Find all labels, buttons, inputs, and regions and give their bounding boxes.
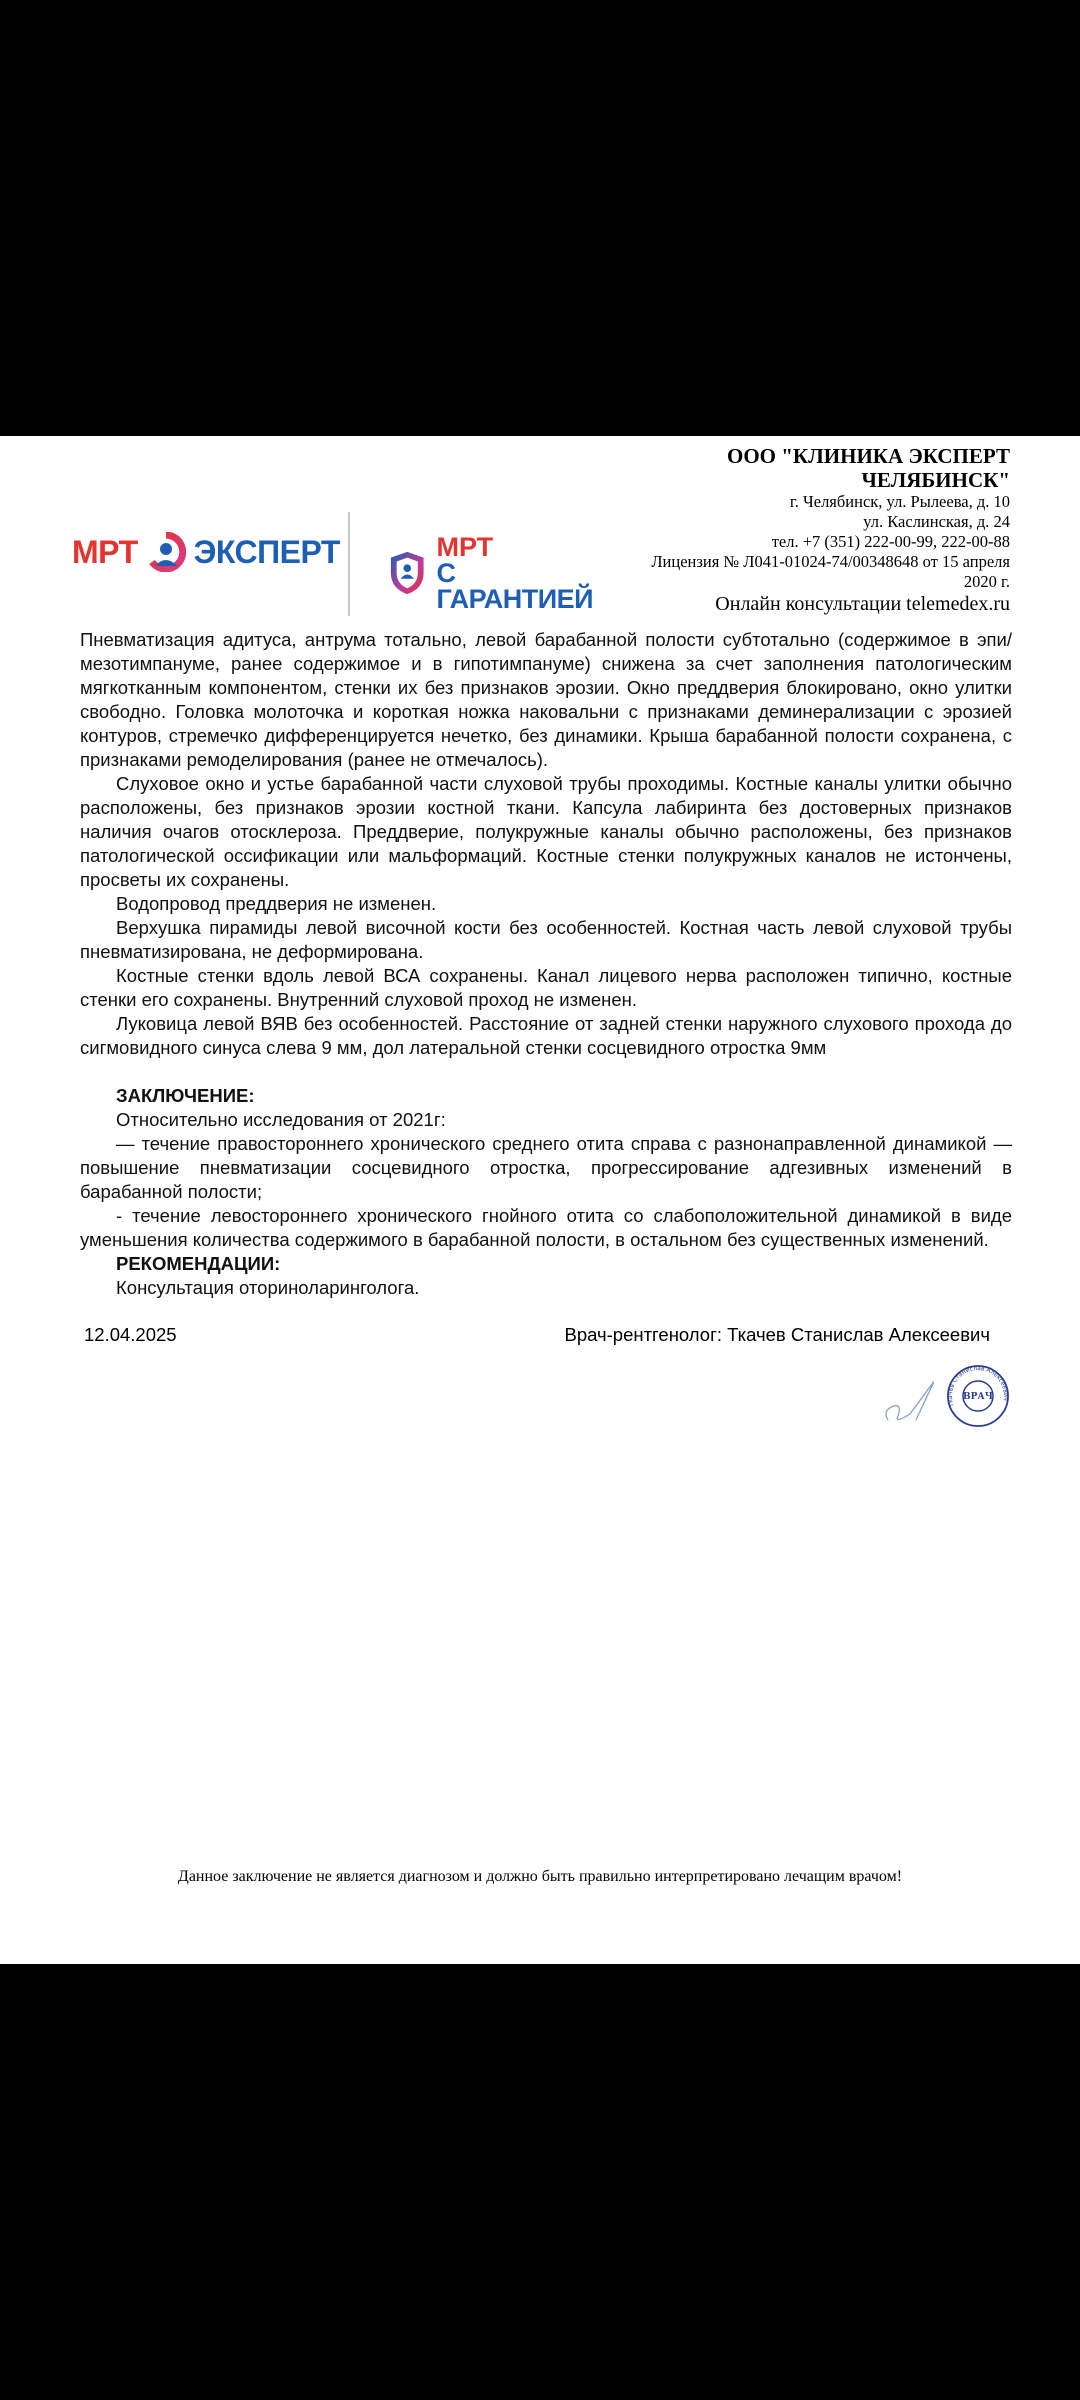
clinic-address-2: ул. Каслинская, д. 24 — [863, 512, 1010, 531]
findings-paragraph: Костные стенки вдоль левой ВСА сохранены. Канал лицевого нерва расположен типично, костные стенки его сохранены. Внутренний слуховой проход не изменен. — [80, 965, 1012, 1010]
shield-icon — [388, 549, 426, 597]
logo-guarantee-line1: МРТ — [436, 532, 494, 562]
conclusion-intro: Относительно исследования от 2021г: — [116, 1109, 446, 1130]
recommendations-text: Консультация оториноларинголога. — [116, 1277, 420, 1298]
signature-icon — [886, 1382, 934, 1420]
findings-paragraph: Слуховое окно и устье барабанной части слуховой трубы проходимы. Костные каналы улитки обычно расположены, без признаков эрозии костной ткани. Капсула лабиринта без достоверных признаков наличия очагов отосклероза. Преддверие, полукружные каналы обычно расположены, без признаков патологической оссификации или мальформаций. Костные стенки полукружных каналов не истончены, просветы их сохранены. — [80, 773, 1012, 890]
conclusion-item: - течение левостороннего хронического гнойного отита со слабоположительной динамикой в виде уменьшения количества содержимого в барабанной полости, в остальном без существенных изменений. — [80, 1205, 1012, 1250]
clinic-info — [590, 444, 1010, 616]
signature-stamp — [880, 1362, 1010, 1432]
clinic-online-link: Онлайн консультации telemedex.ru — [715, 593, 1010, 615]
mrt-expert-logo — [72, 532, 340, 572]
recommendations-heading: РЕКОМЕНДАЦИИ: — [116, 1253, 281, 1274]
svg-text:Ткачев Станислав Алексеевич: Ткачев Станислав Алексеевич — [946, 1364, 1010, 1408]
clinic-name-line1: ООО "КЛИНИКА ЭКСПЕРТ — [727, 444, 1010, 468]
clinic-address-1: г. Челябинск, ул. Рылеева, д. 10 — [789, 492, 1010, 511]
findings-paragraph: Водопровод преддверия не изменен. — [116, 893, 437, 914]
signature-row — [84, 1324, 990, 1346]
svg-text:ВРАЧ: ВРАЧ — [963, 1392, 993, 1402]
report-date: 12.04.2025 — [84, 1324, 177, 1345]
logo-guarantee-line2: С ГАРАНТИЕЙ — [436, 558, 594, 614]
disclaimer: Данное заключение не является диагнозом и должно быть правильно интерпретировано лечащим врачом! — [177, 1868, 903, 1885]
mrt-guarantee-logo — [388, 534, 612, 612]
stamp-icon — [947, 1365, 1009, 1426]
logos-block — [72, 476, 612, 614]
person-ring-icon — [146, 532, 186, 572]
doctor-name: Врач-рентгенолог: Ткачев Станислав Алексеевич — [564, 1324, 990, 1345]
findings-paragraph: Пневматизация адитуса, антрума тотально, левой барабанной полости субтотально (содержимое в эпи/мезотимпануме, ранее содержимое и в гипотимпануме) снижена за счет заполнения патологическим мягкотканным компонентом, стенки их без признаков эрозии. Окно преддверия блокировано, окно улитки свободно. Головка молоточка и короткая ножка наковальни с признаками деминерализации с эрозией контуров, стремечко дифференцируется нечетко, без динамики. Крыша барабанной полости сохранена, с признаками ремоделирования (ранее не отмечалось). — [80, 629, 1012, 770]
logo-expert-prefix: МРТ — [72, 533, 138, 570]
findings-paragraph: Луковица левой ВЯВ без особенностей. Расстояние от задней стенки наружного слухового прохода до сигмовидного синуса слева 9 мм, дол латеральной стенки сосцевидного отростка 9мм — [80, 1013, 1012, 1058]
clinic-name-line2: ЧЕЛЯБИНСК" — [861, 468, 1010, 492]
clinic-license-1: Лицензия № Л041-01024-74/00348648 от 15 апреля — [651, 552, 1010, 571]
conclusion-item: — течение правостороннего хронического среднего отита справа с разнонаправленной динамикой — повышение пневматизации сосцевидного отростка, прогрессирование адгезивных изменений в барабанной полости; — [80, 1133, 1012, 1202]
report-body — [80, 628, 1012, 1300]
logo-expert-word: ЭКСПЕРТ — [193, 533, 340, 570]
conclusion-heading: ЗАКЛЮЧЕНИЕ: — [116, 1085, 255, 1106]
findings-paragraph: Верхушка пирамиды левой височной кости без особенностей. Костная часть левой слуховой трубы пневматизирована, не деформирована. — [80, 917, 1012, 962]
document-page — [0, 436, 1080, 1964]
spacer — [80, 1060, 1012, 1084]
logo-divider — [348, 512, 350, 616]
clinic-license-2: 2020 г. — [963, 572, 1010, 591]
clinic-phone: тел. +7 (351) 222-00-99, 222-00-88 — [771, 532, 1010, 551]
